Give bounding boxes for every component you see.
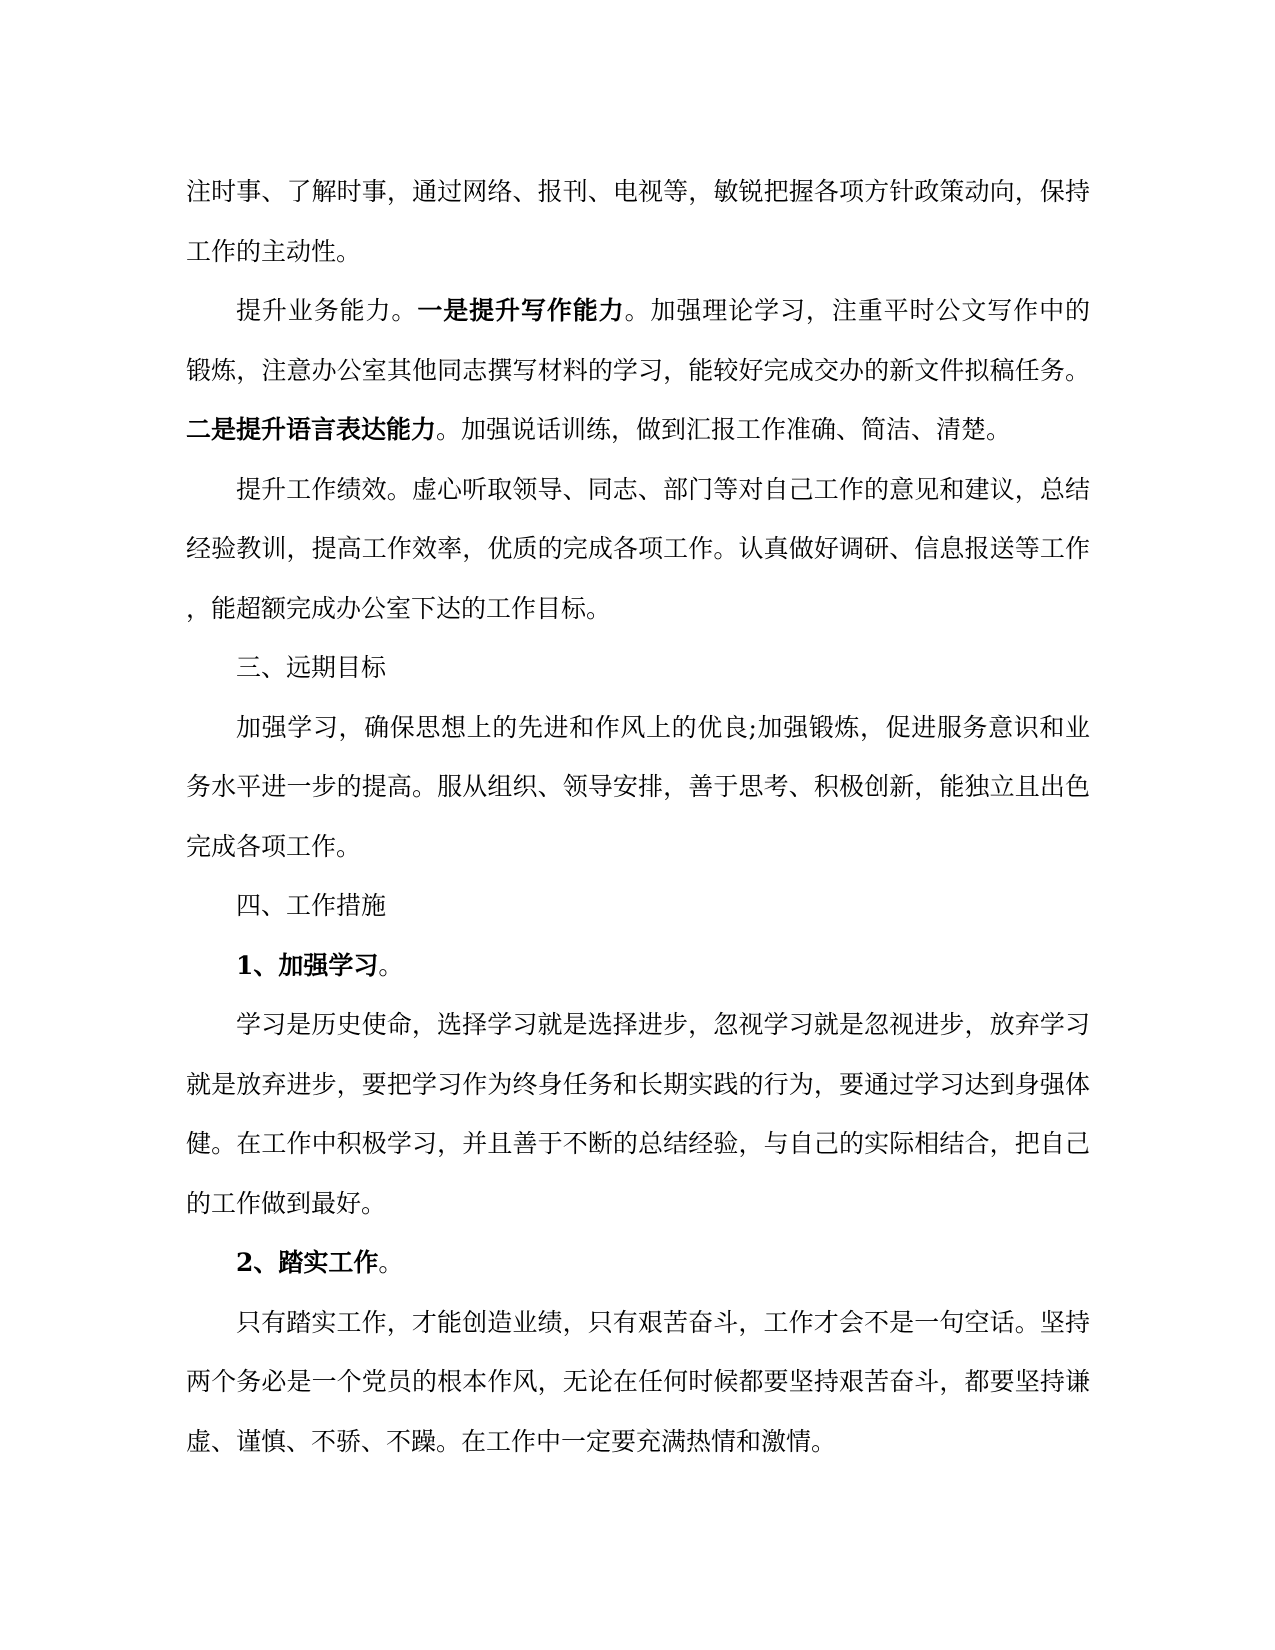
text-line [186,1233,1090,1293]
text-line [186,1055,1090,1115]
text-line [186,341,1090,401]
text-line [186,757,1090,817]
text-run: 提升工作绩效。虚心听取领导、同志、部门等对自己工作的意见和建议，总结 [236,474,1090,504]
text-line [186,519,1090,579]
text-run: 提升业务能力。 [236,296,418,325]
text-line [186,698,1090,758]
text-line [186,936,1090,996]
text-run: 三、远期目标 [236,653,387,682]
bold-text-run: 一是提升写作能力 [417,296,625,325]
text-line [186,638,1090,698]
text-line [186,1114,1090,1174]
text-run: 就是放弃进步，要把学习作为终身任务和长期实践的行为，要通过学习达到身强体 [186,1069,1090,1099]
text-run: 锻炼，注意办公室其他同志撰写材料的学习，能较好完成交办的新文件拟稿任务。 [186,355,1090,385]
text-run: 工作的主动性。 [186,236,362,266]
bold-text-run: 二是提升语言表达能力 [186,415,437,444]
text-line [186,162,1090,222]
text-line [186,817,1090,877]
text-run: 经验教训，提高工作效率，优质的完成各项工作。认真做好调研、信息报送等工作 [186,534,1090,563]
text-line [186,281,1090,341]
text-line [186,876,1090,936]
text-line [186,579,1090,639]
text-run: 注时事、了解时事，通过网络、报刊、电视等，敏锐把握各项方针政策动向，保持 [186,177,1090,206]
text-run: 的工作做到最好。 [186,1188,387,1218]
text-run: 。 [378,950,404,980]
bold-text-run: 2、踏实工作 [236,1248,379,1277]
text-line [186,1352,1090,1412]
text-run: 。加强理论学习，注重平时公文写作中的 [624,296,1090,325]
text-run: 四、工作措施 [236,891,387,920]
text-run: 只有踏实工作，才能创造业绩，只有艰苦奋斗，工作才会不是一句空话。坚持 [236,1307,1090,1337]
text-run: 。加强说话训练，做到汇报工作准确、简洁、清楚。 [436,415,1012,444]
text-run: 加强学习，确保思想上的先进和作风上的优良;加强锻炼，促进服务意识和业 [236,712,1090,742]
text-run: 学习是历史使命，选择学习就是选择进步，忽视学习就是忽视进步，放弃学习 [236,1010,1090,1039]
text-line [186,222,1090,282]
text-run: 两个务必是一个党员的根本作风，无论在任何时候都要坚持艰苦奋斗，都要坚持谦 [186,1367,1090,1396]
text-line [186,995,1090,1055]
text-line [186,1293,1090,1353]
bold-text-run: 1、加强学习 [236,950,379,980]
document-body [186,162,1090,1471]
text-run: 完成各项工作。 [186,831,362,861]
text-run: 健。在工作中积极学习，并且善于不断的总结经验，与自己的实际相结合，把自己 [186,1129,1090,1158]
text-run: 虚、谨慎、不骄、不躁。在工作中一定要充满热情和激情。 [186,1426,837,1456]
text-run: ，能超额完成办公室下达的工作目标。 [186,593,612,623]
text-line [186,400,1090,460]
text-run: 。 [378,1248,404,1277]
text-line [186,460,1090,520]
text-line [186,1174,1090,1234]
text-run: 务水平进一步的提高。服从组织、领导安排，善于思考、积极创新，能独立且出色 [186,772,1090,801]
text-line [186,1412,1090,1472]
